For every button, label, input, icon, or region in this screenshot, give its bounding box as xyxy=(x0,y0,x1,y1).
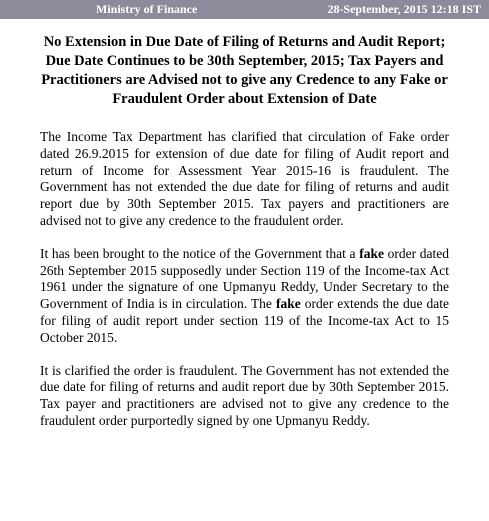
press-release-title: No Extension in Due Date of Filing of Returns and Audit Report; Due Date Continues to be 30th September, 2015; Tax Payers and Practitioners are Advised not to give any Credence to any Fake or Fraudulent Order about Extension of Date xyxy=(41,34,448,107)
press-release-body xyxy=(40,129,449,430)
paragraph-2-text-1: It has been brought to the notice of the Government that a xyxy=(40,245,360,261)
paragraph-2 xyxy=(40,246,449,347)
fake-emphasis-1: fake xyxy=(359,245,384,261)
paragraph-2-text-3: order extends the due date for filing of audit report under section 119 of the Income-tax Act to 15 October 2015. xyxy=(40,296,449,345)
paragraph-2-text-2: order dated 26th September 2015 supposedly under Section 119 of the Income-tax Act 1961 under the signature of one Upmanyu Reddy, Under Secretary to the Government of India is in circulation. The xyxy=(40,245,450,312)
header-bar xyxy=(0,0,489,19)
paragraph-1: The Income Tax Department has clarified that circulation of Fake order dated 26.9.2015 for extension of due date for filing of Audit report and return of Income for Assessment Year 2015-16 is fraudulent. The Government has not extended the due date for filing of returns and audit report due by 30th September 2015. Tax payers and practitioners are advised not to give any credence to the fraudulent order. xyxy=(40,129,449,228)
fake-emphasis-2: fake xyxy=(275,296,301,312)
release-datetime: 28-September, 2015 12:18 IST xyxy=(327,2,481,16)
paragraph-3: It is clarified the order is fraudulent. The Government has not extended the due date for filing of returns and audit report due by 30th September 2015. Tax payer and practitioners are advised not to give any credence to the fraudulent order purportedly signed by one Upmanyu Reddy. xyxy=(40,362,449,428)
ministry-name: Ministry of Finance xyxy=(96,2,198,16)
